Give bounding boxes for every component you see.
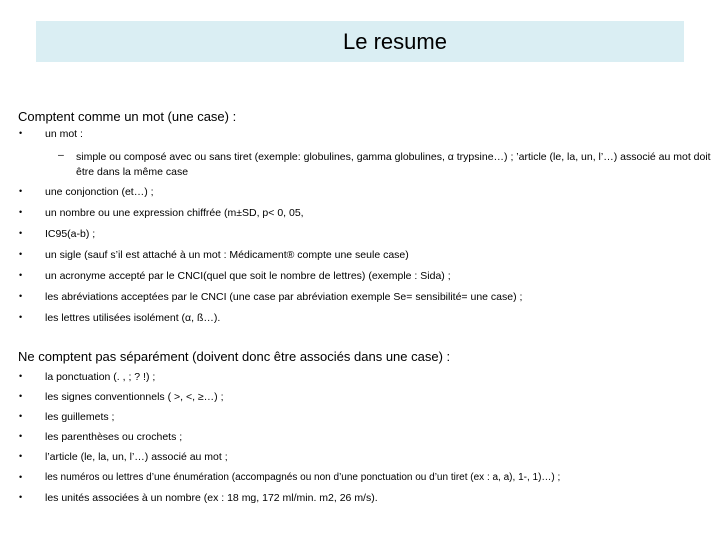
list-item-text: les parenthèses ou crochets ; — [45, 431, 183, 443]
list-item-text: un nombre ou une expression chiffrée (m±SD, p< 0, 05, — [45, 207, 304, 219]
bullet-icon: • — [19, 451, 23, 461]
bullet-icon: • — [19, 249, 23, 259]
bullet-icon: • — [19, 312, 23, 322]
bullet-icon: • — [19, 431, 23, 441]
slide-title: Le resume — [343, 28, 447, 54]
list-item-text: un mot : — [45, 128, 83, 140]
bullet-icon: • — [19, 270, 23, 280]
list-item-text: les unités associées à un nombre (ex : 18 mg, 172 ml/min. m2, 26 m/s). — [45, 492, 378, 504]
list-item-text: un sigle (sauf s’il est attaché à un mot : Médicament® compte une seule case) — [45, 249, 409, 261]
bullet-icon: • — [19, 492, 23, 502]
list-item-text: une conjonction (et…) ; — [45, 186, 154, 198]
bullet-icon: • — [19, 291, 23, 301]
list-item-text: les guillemets ; — [45, 411, 115, 423]
bullet-icon: • — [19, 371, 23, 381]
bullet-icon: • — [19, 411, 23, 421]
title-band — [36, 21, 684, 62]
list-item-text: les abréviations acceptées par le CNCI (une case par abréviation exemple Se= sensibilité= une case) ; — [45, 291, 523, 303]
list-item-text: IC95(a-b) ; — [45, 228, 96, 240]
list-item-text: les signes conventionnels ( >, <, ≥…) ; — [45, 391, 224, 403]
sub-list-item-text: simple ou composé avec ou sans tiret (exemple: globulines, gamma globulines, α trypsine…) ; ’article (le, la, un, l’…) associé au mot doit être dans la même case — [76, 151, 711, 178]
dash-icon: – — [58, 149, 64, 161]
section-heading-counts: Comptent comme un mot (une case) : — [18, 109, 237, 124]
bullet-icon: • — [19, 472, 23, 482]
list-item-text: les numéros ou lettres d’une énumération (accompagnés ou non d’une ponctuation ou d’un tiret (ex : a, a), 1-, 1)…) ; — [45, 472, 561, 483]
bullet-icon: • — [19, 128, 23, 138]
bullet-icon: • — [19, 228, 23, 238]
section-heading-not-counted: Ne comptent pas séparément (doivent donc être associés dans une case) : — [18, 349, 451, 364]
bullet-icon: • — [19, 391, 23, 401]
bullet-icon: • — [19, 207, 23, 217]
list-item-text: les lettres utilisées isolément (α, ß…). — [45, 312, 221, 324]
list-item-text: la ponctuation (. , ; ? !) ; — [45, 371, 156, 383]
list-item-text: l’article (le, la, un, l’…) associé au mot ; — [45, 451, 228, 463]
bullet-icon: • — [19, 186, 23, 196]
list-item-text: un acronyme accepté par le CNCI(quel que soit le nombre de lettres) (exemple : Sida) ; — [45, 270, 451, 282]
